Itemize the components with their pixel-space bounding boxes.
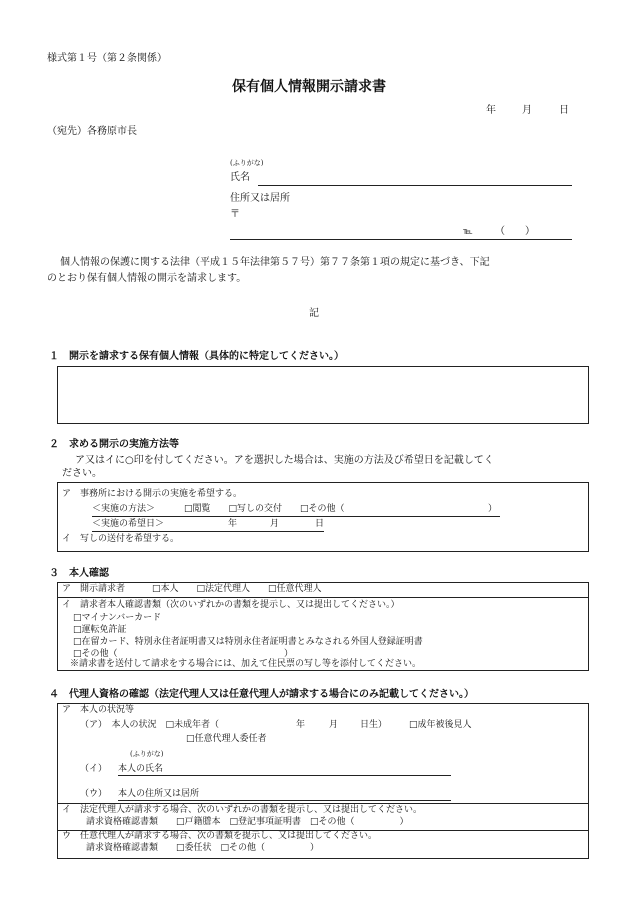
section1-input-box[interactable]	[57, 366, 589, 424]
doc-license-checkbox[interactable]: □運転免許証	[73, 625, 127, 635]
section3-heading: ３ 本人確認	[49, 568, 109, 579]
hope-date-year: 年	[228, 519, 238, 529]
method-options[interactable]: □閲覧 □写しの交付 □その他（	[184, 504, 345, 514]
legal-agent-docs[interactable]: 請求資格確認書類 □戸籍謄本 □登記事項証明書 □その他（ ）	[86, 817, 409, 827]
principal-furigana-label: (ふりがな)	[130, 750, 164, 758]
page-title: 保有個人情報開示請求書	[232, 79, 386, 95]
section3-id-docs-label: イ 請求者本人確認書類（次のいずれかの書類を提示し、又は提出してください。）	[62, 600, 400, 610]
voluntary-agent-label: ウ 任意代理人が請求する場合、次の書類を提示し、又は提出してください。	[62, 831, 378, 841]
adult-guardian-checkbox[interactable]: □成年被後見人	[409, 720, 472, 730]
principal-address-index: （ウ）	[80, 789, 108, 799]
principal-birth-day: 日生）	[360, 720, 388, 730]
hope-date-label: ＜実施の希望日＞	[92, 519, 165, 529]
doc-other-checkbox[interactable]: □その他（	[73, 649, 118, 659]
voluntary-agent-docs[interactable]: 請求資格確認書類 □委任状 □その他（ ）	[86, 843, 320, 853]
method-label: ＜実施の方法＞	[92, 504, 156, 514]
method-close: ）	[488, 504, 498, 514]
form-number: 様式第１号（第２条関係）	[47, 53, 167, 64]
section1-heading: １ 開示を請求する保有個人情報（具体的に特定してください。）	[49, 351, 344, 362]
section3-note: ※請求書を送付して請求をする場合には、加えて住民票の写し等を添付してください。	[70, 659, 422, 669]
postal-mark: 〒	[230, 209, 240, 220]
section2-option-a[interactable]: ア 事務所における開示の実施を希望する。	[62, 489, 243, 499]
furigana-label: (ふりがな)	[230, 159, 264, 167]
principal-name-index: （イ）	[80, 764, 108, 774]
legal-agent-label: イ 法定代理人が請求する場合、次のいずれかの書類を提示し、又は提出してください。	[62, 805, 423, 815]
principal-address-field[interactable]	[118, 800, 451, 801]
doc-mynumber-checkbox[interactable]: □マイナンバーカード	[73, 613, 162, 623]
intro-line-2: のとおり保有個人情報の開示を請求します。	[47, 273, 247, 284]
requester-address-field[interactable]	[230, 239, 572, 240]
section3-requester-type[interactable]: ア 開示請求者 □本人 □法定代理人 □任意代理人	[62, 584, 322, 594]
section2-note-2: ださい。	[62, 468, 102, 479]
section4-heading: ４ 代理人資格の確認（法定代理人又は任意代理人が請求する場合にのみ記載してください。）	[49, 689, 474, 700]
section3-box	[57, 582, 589, 671]
date-year-label: 年	[486, 105, 496, 116]
addressee: （宛先）各務原市長	[47, 126, 137, 137]
section4-divider-1	[57, 803, 589, 804]
tel-paren: （ ）	[495, 226, 535, 237]
method-underline	[92, 516, 500, 517]
intro-line-1: 個人情報の保護に関する法律（平成１５年法律第５７号）第７７条第１項の規定に基づき、下記	[60, 257, 490, 268]
doc-other-close: ）	[284, 649, 294, 659]
section2-heading: ２ 求める開示の実施方法等	[49, 439, 179, 450]
hope-date-underline[interactable]	[92, 531, 324, 532]
tel-icon: ℡	[463, 227, 473, 237]
ki-label: 記	[309, 308, 319, 319]
date-month-label: 月	[522, 105, 532, 116]
requester-address-label: 住所又は居所	[230, 193, 290, 204]
principal-name-label: 本人の氏名	[118, 764, 164, 774]
section4-a-label: ア 本人の状況等	[62, 705, 135, 715]
doc-residence-card-checkbox[interactable]: □在留カード、特別永住者証明書又は特別永住者証明書とみなされる外国人登録証明書	[73, 637, 423, 647]
principal-name-field[interactable]	[118, 775, 451, 776]
principal-birth-year: 年	[296, 720, 306, 730]
voluntary-agent-checkbox[interactable]: □任意代理人委任者	[186, 734, 267, 744]
date-day-label: 日	[559, 105, 569, 116]
requester-name-label: 氏名	[230, 172, 250, 183]
principal-address-label: 本人の住所又は居所	[118, 789, 200, 799]
principal-status[interactable]: （ア） 本人の状況 □未成年者（	[80, 720, 220, 730]
section2-option-b[interactable]: イ 写しの送付を希望する。	[62, 534, 180, 544]
principal-birth-month: 月	[329, 720, 339, 730]
requester-name-field[interactable]	[258, 185, 572, 186]
section2-note-1: ア又はイに○印を付してください。アを選択した場合は、実施の方法及び希望日を記載してく	[75, 455, 494, 466]
section3-divider	[57, 597, 589, 598]
hope-date-day: 日	[315, 519, 325, 529]
hope-date-month: 月	[270, 519, 280, 529]
